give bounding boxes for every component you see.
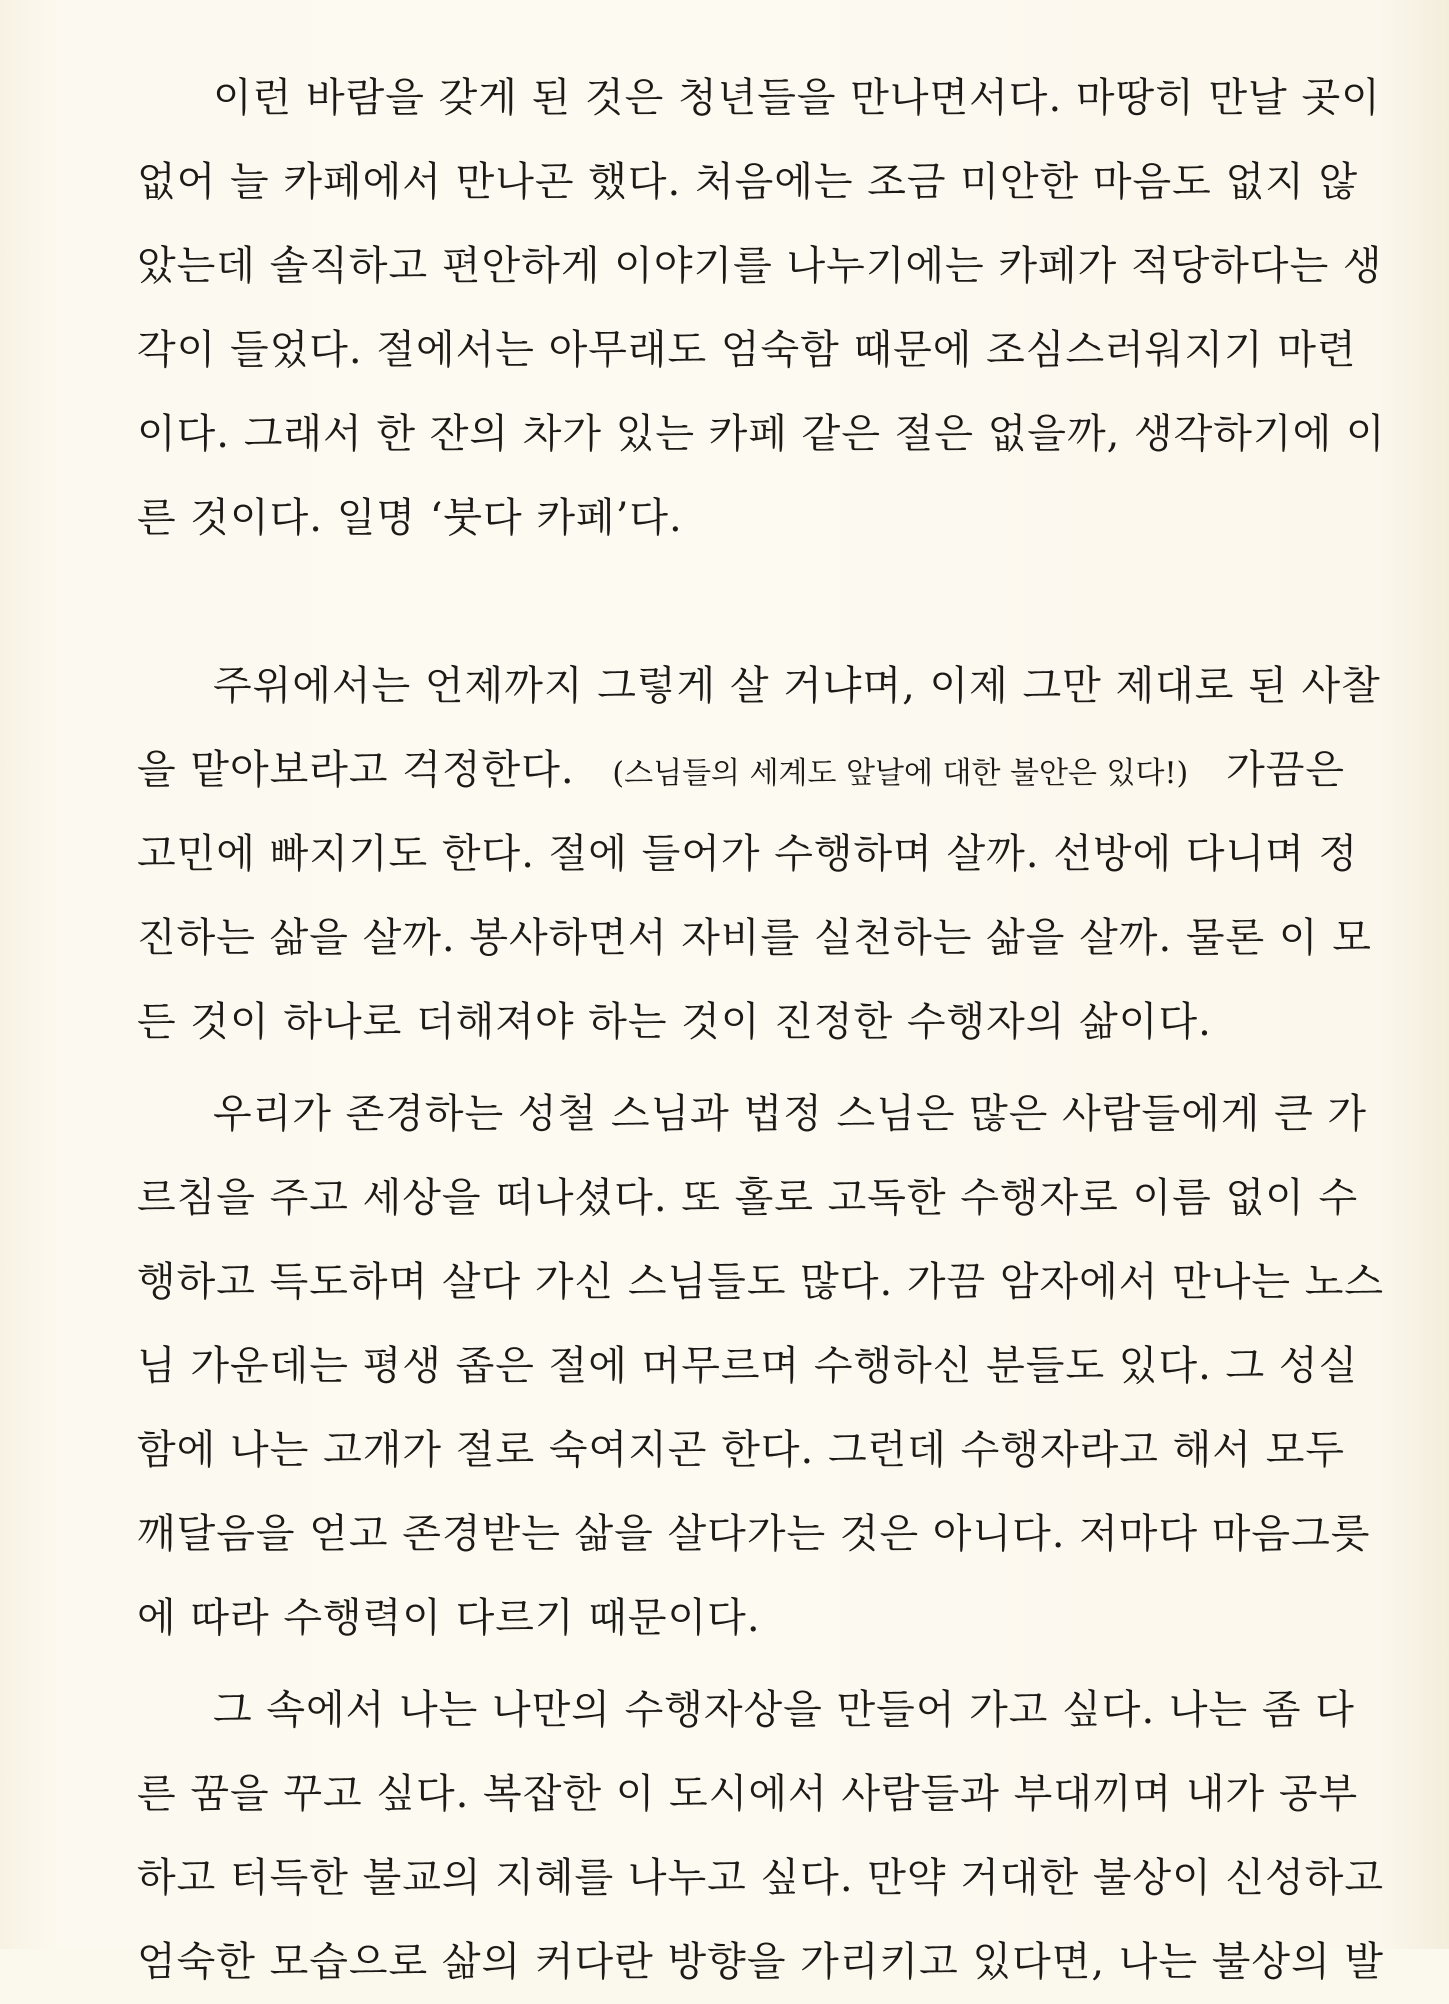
text-line: 른 꿈을 꾸고 싶다. 복잡한 이 도시에서 사람들과 부대끼며 내가 공부 [137, 1771, 1359, 1817]
text-line: 하고 터득한 불교의 지혜를 나누고 싶다. 만약 거대한 불상이 신성하고 [137, 1855, 1385, 1901]
text-line: 르침을 주고 세상을 떠나셨다. 또 홀로 고독한 수행자로 이름 없이 수 [137, 1175, 1359, 1221]
text-line: 각이 들었다. 절에서는 아무래도 엄숙함 때문에 조심스러워지기 마련 [137, 327, 1357, 373]
paragraph-1 [137, 56, 1386, 560]
text-line: 이다. 그래서 한 잔의 차가 있는 카페 같은 절은 없을까, 생각하기에 이 [137, 411, 1386, 457]
text-line: 든 것이 하나로 더해져야 하는 것이 진정한 수행자의 삶이다. [137, 999, 1212, 1045]
body-text [137, 56, 1386, 2004]
text-line: 행하고 득도하며 살다 가신 스님들도 많다. 가끔 암자에서 만나는 노스 [137, 1259, 1385, 1305]
text-line: 고민에 빠지기도 한다. 절에 들어가 수행하며 살까. 선방에 다니며 정 [137, 831, 1359, 877]
text-segment: 가끔은 [1226, 747, 1345, 793]
paragraph-3 [137, 1072, 1385, 1660]
text-line: 주위에서는 언제까지 그렇게 살 거냐며, 이제 그만 제대로 된 사찰 [213, 663, 1381, 709]
text-line: 깨달음을 얻고 존경받는 삶을 살다가는 것은 아니다. 저마다 마음그릇 [137, 1511, 1371, 1557]
text-line: 았는데 솔직하고 편안하게 이야기를 나누기에는 카페가 적당하다는 생 [137, 243, 1383, 289]
text-line-mixed [137, 728, 1345, 812]
text-line: 른 것이다. 일명 ‘붓다 카페’다. [137, 495, 683, 541]
text-line: 없어 늘 카페에서 만나곤 했다. 처음에는 조금 미안한 마음도 없지 않 [137, 159, 1359, 205]
text-line: 님 가운데는 평생 좁은 절에 머무르며 수행하신 분들도 있다. 그 성실 [137, 1343, 1359, 1389]
parenthetical-note: (스님들의 세계도 앞날에 대한 불안은 있다!) [612, 756, 1189, 791]
text-line: 진하는 삶을 살까. 봉사하면서 자비를 실천하는 삶을 살까. 물론 이 모 [137, 915, 1372, 961]
text-line: 이런 바람을 갖게 된 것은 청년들을 만나면서다. 마땅히 만날 곳이 [213, 75, 1381, 121]
text-line: 그 속에서 나는 나만의 수행자상을 만들어 가고 싶다. 나는 좀 다 [213, 1687, 1355, 1733]
text-line: 함에 나는 고개가 절로 숙여지곤 한다. 그런데 수행자라고 해서 모두 [137, 1427, 1345, 1473]
paragraph-2 [137, 644, 1381, 1064]
text-line: 에 따라 수행력이 다르기 때문이다. [137, 1595, 761, 1641]
text-line: 엄숙한 모습으로 삶의 커다란 방향을 가리키고 있다면, 나는 불상의 발 [137, 1939, 1385, 1985]
text-segment: 을 맡아보라고 걱정한다. [137, 747, 575, 793]
text-line: 우리가 존경하는 성철 스님과 법정 스님은 많은 사람들에게 큰 가 [213, 1091, 1368, 1137]
paragraph-4 [137, 1668, 1385, 2004]
